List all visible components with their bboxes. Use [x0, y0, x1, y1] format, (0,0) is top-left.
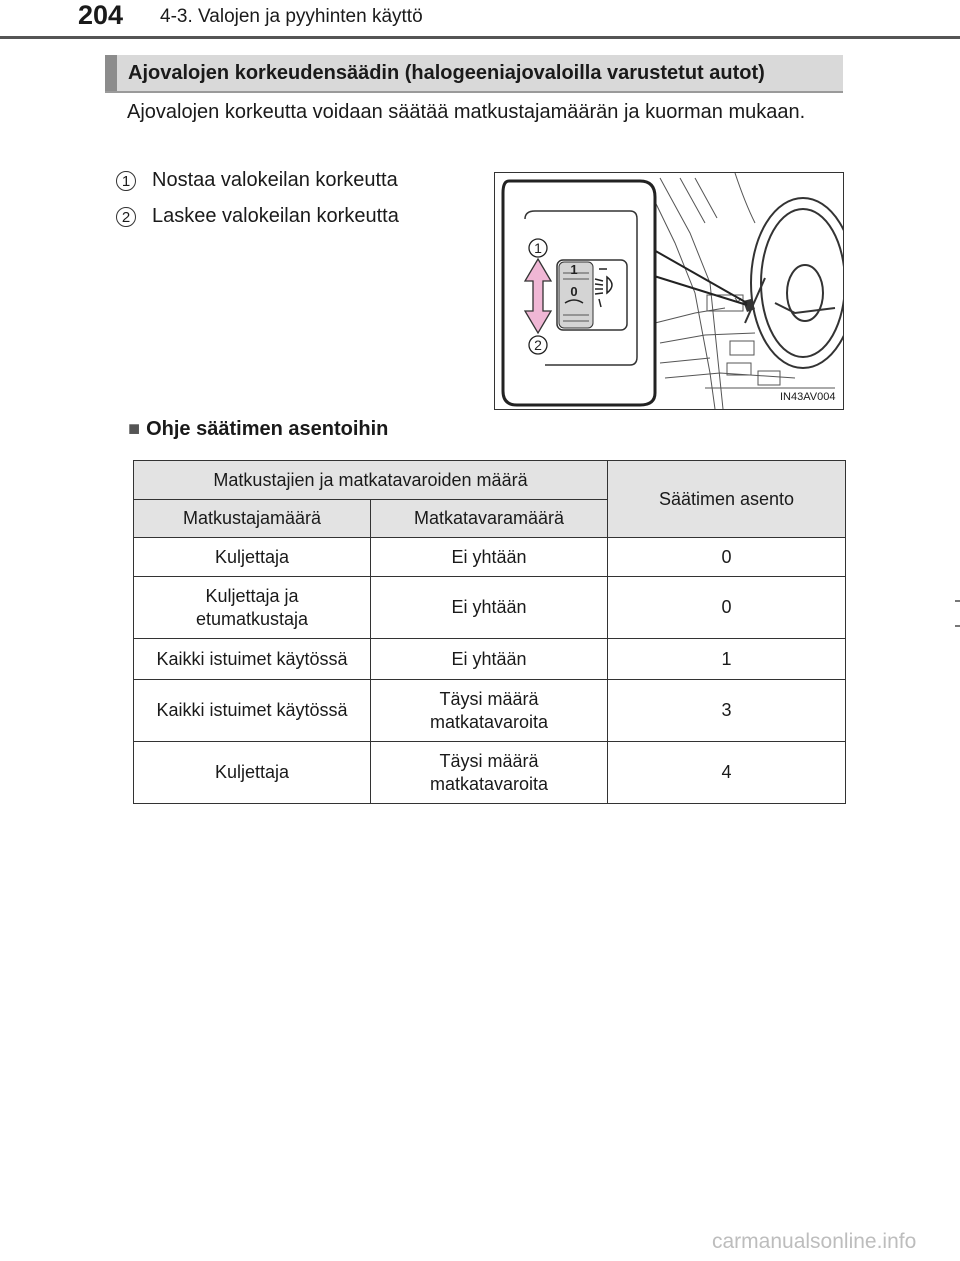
margin-tick: [955, 600, 960, 602]
luggage-cell: Täysi määrä matkatavaroita: [371, 680, 608, 742]
passengers-header: Matkustajamäärä: [134, 500, 371, 538]
luggage-cell: Ei yhtään: [371, 577, 608, 639]
luggage-cell: Ei yhtään: [371, 639, 608, 680]
table-row: [134, 538, 846, 577]
luggage-header: Matkatavaramäärä: [371, 500, 608, 538]
passengers-cell: Kaikki istuimet käytössä: [134, 639, 371, 680]
callout-number: 2: [534, 337, 542, 353]
step-text: Laskee valokeilan korkeutta: [152, 205, 399, 227]
position-guide-table: [133, 460, 846, 804]
position-cell: 1: [608, 639, 846, 680]
table-row: [134, 577, 846, 639]
header-rule: [0, 36, 960, 39]
luggage-cell: Ei yhtään: [371, 538, 608, 577]
section-heading: Ajovalojen korkeudensäädin (halogeeniajovaloilla varustetut autot): [128, 62, 765, 84]
guide-title: Ohje säätimen asentoihin: [146, 418, 389, 440]
heading-rule: [105, 91, 843, 93]
passengers-cell: Kuljettaja ja etumatkustaja: [134, 577, 371, 639]
luggage-cell: Täysi määrä matkatavaroita: [371, 742, 608, 804]
figure-code: IN43AV004: [780, 391, 836, 403]
table-row: [134, 639, 846, 680]
table-row: [134, 742, 846, 804]
table-row: [134, 680, 846, 742]
margin-tick: [955, 625, 960, 627]
guide-heading: [128, 418, 388, 441]
headlight-leveling-figure: [494, 172, 844, 410]
dashboard-illustration: [495, 173, 843, 409]
group-header: Matkustajien ja matkatavaroiden määrä: [134, 461, 608, 500]
dial-mark-1: 1: [570, 262, 578, 277]
dial-mark-0: 0: [570, 284, 578, 299]
watermark: carmanualsonline.info: [712, 1230, 917, 1253]
callout-number: 1: [534, 240, 542, 256]
position-cell: 4: [608, 742, 846, 804]
position-cell: 0: [608, 577, 846, 639]
step-number: 1: [116, 171, 136, 191]
step-text: Nostaa valokeilan korkeutta: [152, 169, 398, 191]
position-header: Säätimen asento: [608, 461, 846, 538]
intro-paragraph: Ajovalojen korkeutta voidaan säätää matkustajamäärän ja kuorman mukaan.: [127, 101, 806, 123]
section-title: 4-3. Valojen ja pyyhinten käyttö: [160, 6, 423, 27]
bullet-icon: ■: [128, 418, 141, 440]
passengers-cell: Kaikki istuimet käytössä: [134, 680, 371, 742]
passengers-cell: Kuljettaja: [134, 742, 371, 804]
passengers-cell: Kuljettaja: [134, 538, 371, 577]
position-cell: 0: [608, 538, 846, 577]
position-cell: 3: [608, 680, 846, 742]
step-number: 2: [116, 207, 136, 227]
page-number: 204: [78, 0, 124, 30]
